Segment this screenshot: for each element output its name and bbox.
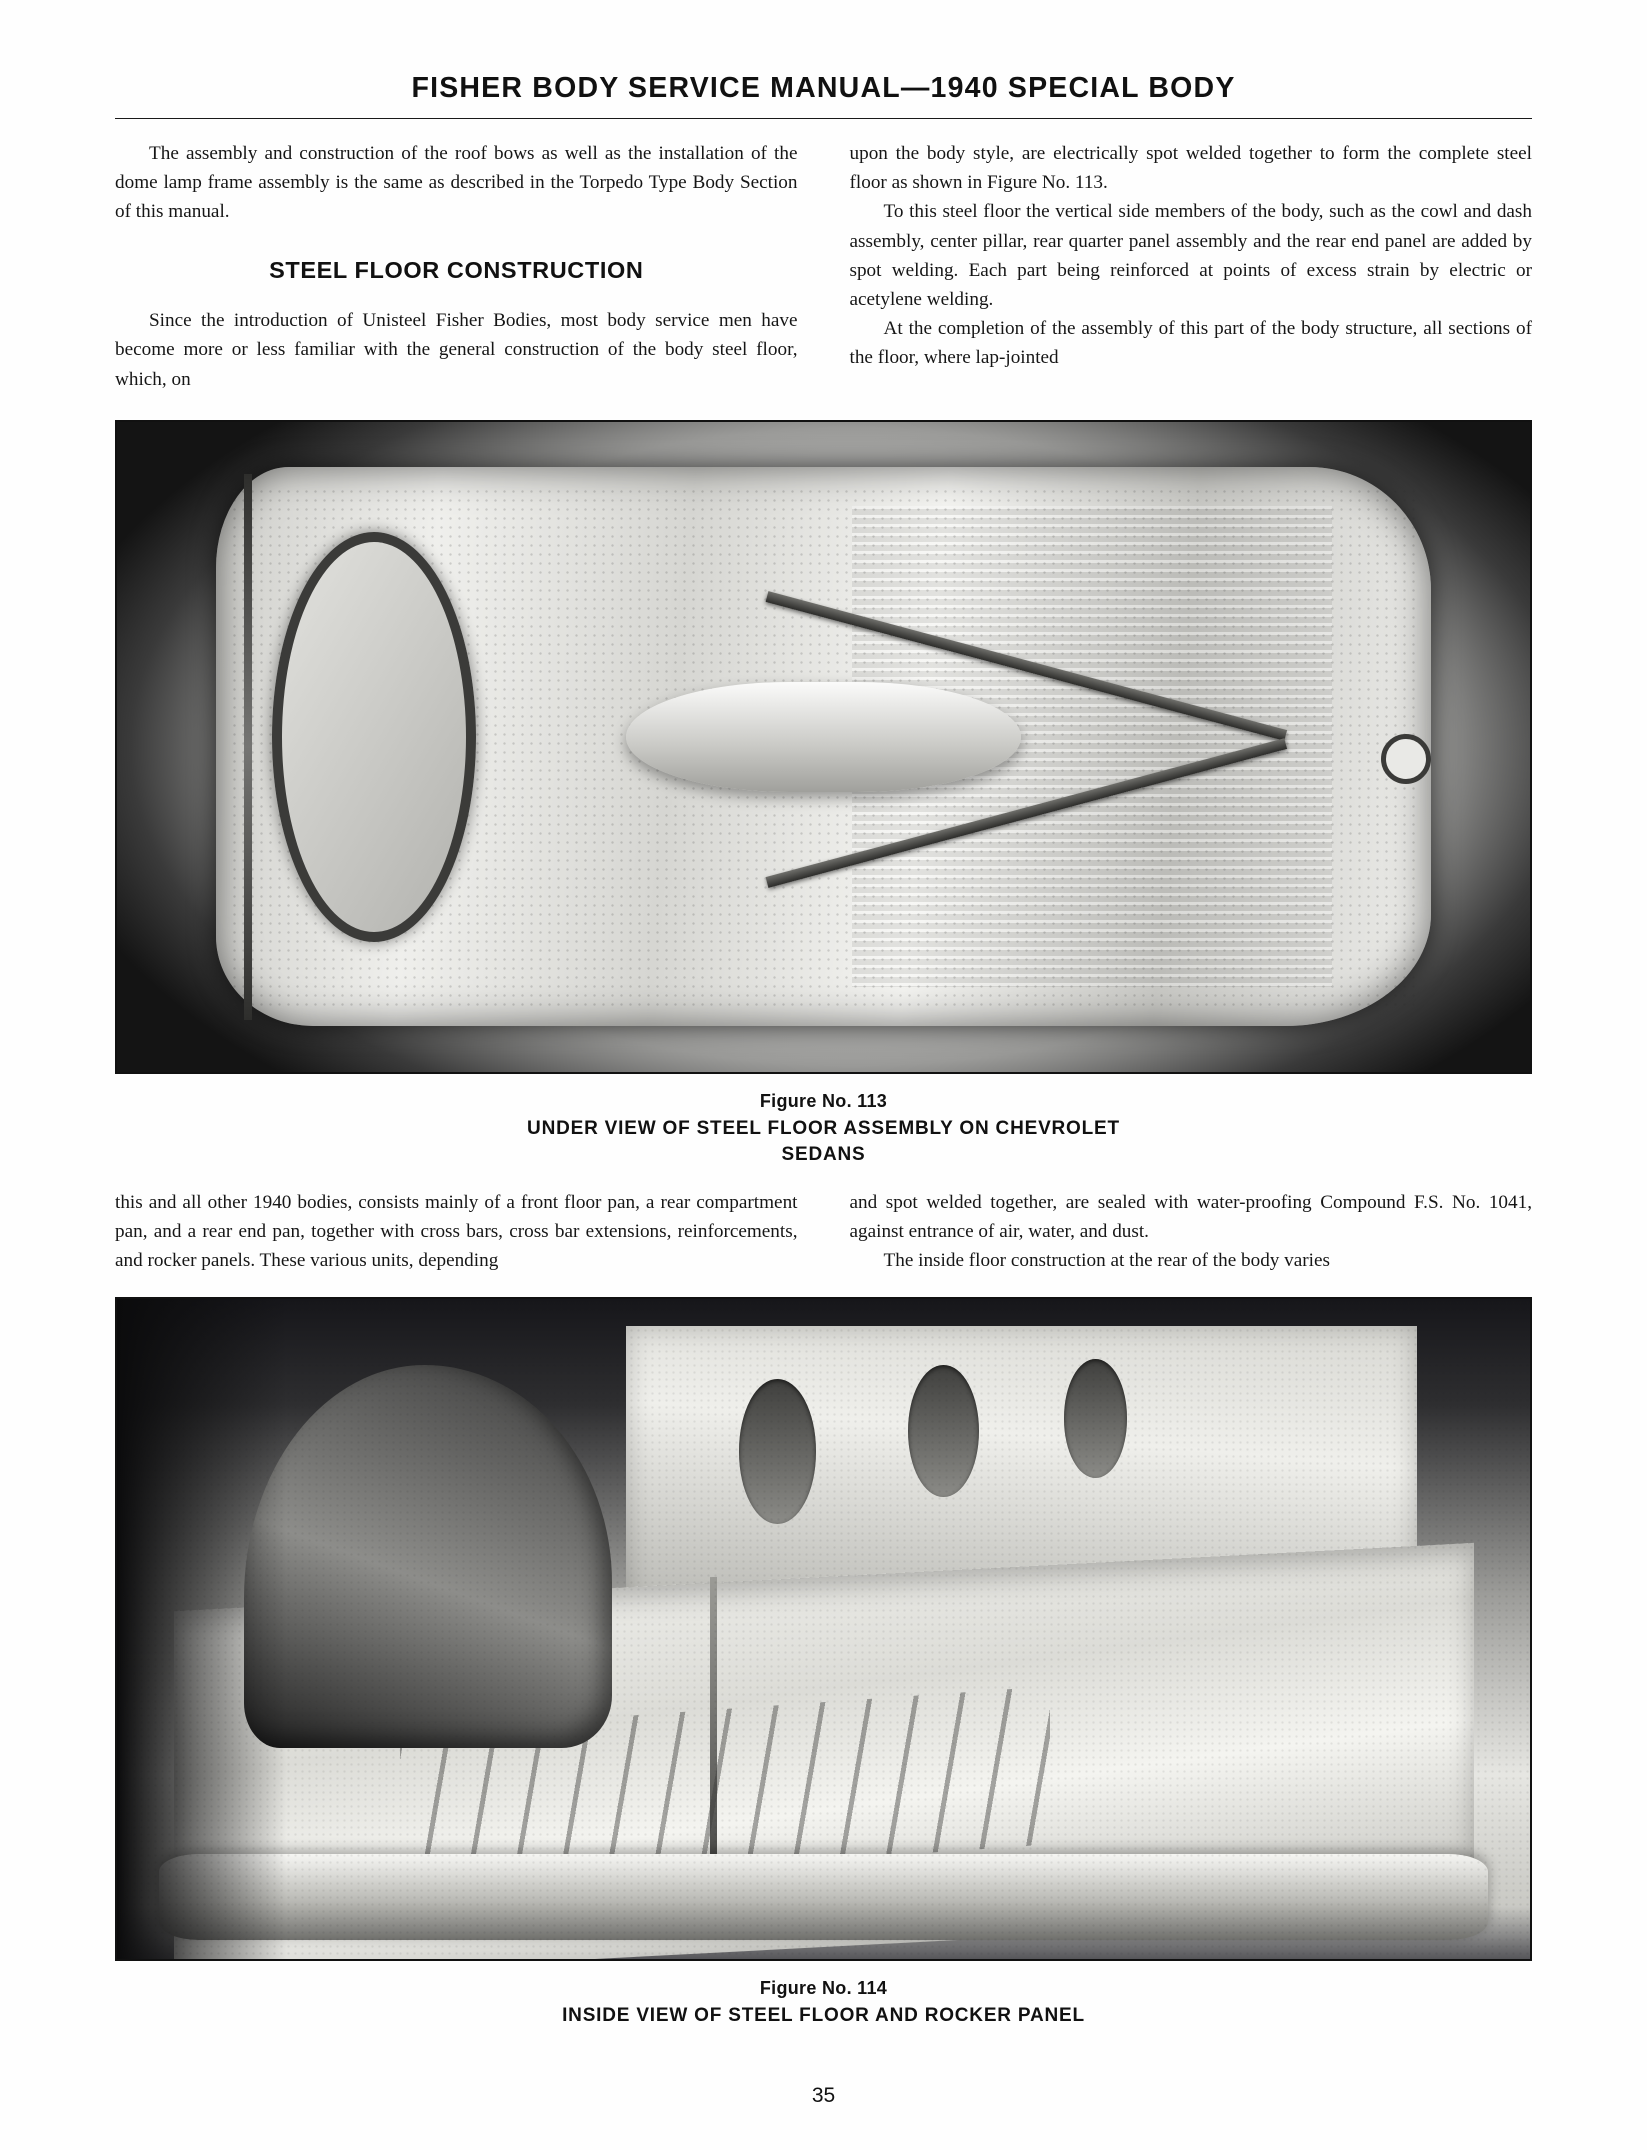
paragraph: and spot welded together, are sealed with water-proofing Compound F.S. No. 1041, against entrance of air, water, and dust.	[849, 1191, 1532, 1243]
mid-right-column	[850, 1188, 1533, 1276]
mid-left-column	[115, 1188, 798, 1276]
top-text-columns	[115, 139, 1532, 394]
figure-113-caption-number: Figure No. 113	[759, 1090, 888, 1111]
photo-inside-view-steel-floor	[117, 1299, 1530, 1959]
photo-spare-wheel-well	[272, 532, 476, 942]
photo-access-hole	[1381, 734, 1431, 784]
photo-grain-texture	[117, 1299, 1530, 1959]
top-right-column	[850, 139, 1533, 394]
header-divider	[115, 118, 1532, 119]
figure-113-caption-line-2: SEDANS	[781, 1143, 866, 1165]
photo-tunnel	[626, 682, 1022, 793]
figure-114-image	[115, 1297, 1532, 1961]
paragraph: The inside floor construction at the rear of the body varies	[883, 1250, 1330, 1272]
figure-113-caption-line-1: UNDER VIEW OF STEEL FLOOR ASSEMBLY ON CHEVROLET	[527, 1117, 1120, 1139]
photo-left-shadow	[117, 1299, 287, 1959]
paragraph: Since the introduction of Unisteel Fisher Bodies, most body service men have become more or less familiar with the general construction of the body steel floor, which, on	[115, 310, 798, 390]
mid-text-columns	[115, 1188, 1532, 1276]
section-heading-steel-floor-construction: STEEL FLOOR CONSTRUCTION	[269, 256, 644, 283]
figure-114-caption-number: Figure No. 114	[759, 1978, 888, 1999]
paragraph: upon the body style, are electrically spot welded together to form the complete steel floor as shown in Figure No. 113.	[849, 143, 1532, 194]
paragraph: The assembly and construction of the roof bows as well as the installation of the dome lamp frame assembly is the same as described in the Torpedo Type Body Section of this manual.	[115, 143, 798, 223]
photo-side-rail	[244, 474, 252, 1020]
figure-114-caption-line-1: INSIDE VIEW OF STEEL FLOOR AND ROCKER PANEL	[562, 2005, 1085, 2027]
paragraph: To this steel floor the vertical side members of the body, such as the cowl and dash assembly, center pillar, rear quarter panel assembly and the rear end panel are added by spot welding. Each part being reinforced at points of excess strain by electric or acetylene welding.	[849, 201, 1532, 310]
page-number: 35	[811, 2084, 836, 2107]
top-left-column	[115, 139, 798, 394]
paragraph: At the completion of the assembly of this part of the body structure, all sections of the floor, where lap-jointed	[849, 318, 1532, 369]
page-header-title: FISHER BODY SERVICE MANUAL—1940 SPECIAL BODY	[411, 72, 1236, 104]
photo-under-view-steel-floor	[117, 422, 1530, 1072]
paragraph: this and all other 1940 bodies, consists mainly of a front floor pan, a rear compartment pan, and a rear end pan, together with cross bars, cross bar extensions, reinforcements, and rocker panels. These various units, depending	[115, 1191, 798, 1272]
figure-113-image	[115, 420, 1532, 1074]
